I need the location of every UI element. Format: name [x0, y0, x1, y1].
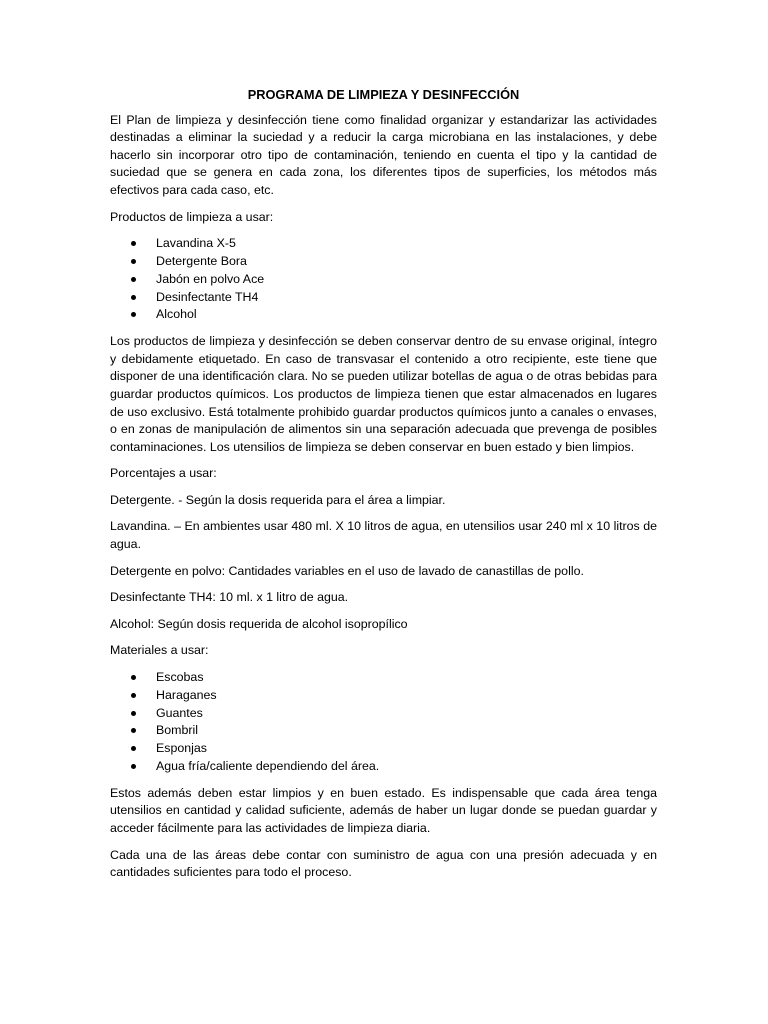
dose-detergente-polvo: Detergente en polvo: Cantidades variables en el uso de lavado de canastillas de pollo. [110, 563, 584, 578]
products-list [110, 235, 657, 324]
list-item [110, 306, 657, 324]
list-item [110, 669, 657, 687]
list-item [110, 235, 657, 253]
list-item [110, 705, 657, 723]
list-item-label: Bombril [156, 723, 198, 738]
list-item [110, 271, 657, 289]
bullet-icon [131, 764, 136, 769]
list-item-label: Agua fría/caliente dependiendo del área. [156, 759, 380, 774]
bullet-icon [131, 241, 136, 246]
bullet-icon [131, 312, 136, 317]
materials-heading: Materiales a usar: [110, 643, 209, 658]
bullet-icon [131, 675, 136, 680]
list-item-label: Escobas [156, 670, 204, 685]
dose-alcohol: Alcohol: Según dosis requerida de alcohol isopropílico [110, 616, 408, 631]
list-item-label: Haraganes [156, 687, 217, 702]
dose-desinfectante: Desinfectante TH4: 10 ml. x 1 litro de agua. [110, 590, 349, 605]
dose-lavandina: Lavandina. – En ambientes usar 480 ml. X 10 litros de agua, en utensilios usar 240 ml x 10 litros de agua. [110, 519, 657, 552]
list-item [110, 758, 657, 776]
list-item [110, 722, 657, 740]
list-item-label: Desinfectante TH4 [156, 289, 259, 304]
document-page [110, 86, 657, 891]
list-item [110, 289, 657, 307]
percentages-heading: Porcentajes a usar: [110, 466, 217, 481]
document-title: PROGRAMA DE LIMPIEZA Y DESINFECCIÓN [247, 87, 520, 102]
bullet-icon [131, 728, 136, 733]
materials-list [110, 669, 657, 776]
bullet-icon [131, 711, 136, 716]
list-item [110, 253, 657, 271]
bullet-icon [131, 259, 136, 264]
products-heading: Productos de limpieza a usar: [110, 209, 274, 224]
materials-paragraph: Estos además deben estar limpios y en buen estado. Es indispensable que cada área tenga utensilios en cantidad y calidad suficiente, además de haber un lugar donde se puedan guardar y acceder fácilmente para las actividades de limpieza diaria. [110, 785, 657, 836]
bullet-icon [131, 746, 136, 751]
water-paragraph: Cada una de las áreas debe contar con suministro de agua con una presión adecuada y en cantidades suficientes para todo el proceso. [110, 847, 657, 880]
list-item-label: Detergente Bora [156, 253, 247, 268]
list-item-label: Lavandina X-5 [156, 236, 236, 251]
bullet-icon [131, 693, 136, 698]
list-item [110, 687, 657, 705]
list-item-label: Jabón en polvo Ace [156, 271, 265, 286]
list-item-label: Alcohol [156, 307, 197, 322]
storage-paragraph: Los productos de limpieza y desinfección se deben conservar dentro de su envase original, íntegro y debidamente etiquetado. En caso de transvasar el contenido a otro recipiente, este tiene que disponer de una identificación clara. No se pueden utilizar botellas de agua o de otras bebidas para guardar productos químicos. Los productos de limpieza tienen que estar almacenados en lugares de uso exclusivo. Está totalmente prohibido guardar productos químicos junto a canales o envases, o en zonas de manipulación de alimentos sin una separación adecuada que prevenga de posibles contaminaciones. Los utensilios de limpieza se deben conservar en buen estado y bien limpios. [110, 334, 657, 454]
bullet-icon [131, 277, 136, 282]
list-item-label: Esponjas [156, 741, 207, 756]
list-item [110, 740, 657, 758]
dose-detergente: Detergente. - Según la dosis requerida para el área a limpiar. [110, 492, 446, 507]
list-item-label: Guantes [156, 705, 203, 720]
intro-paragraph: El Plan de limpieza y desinfección tiene como finalidad organizar y estandarizar las actividades destinadas a eliminar la suciedad y a reducir la carga microbiana en las instalaciones, y debe hacerlo sin incorporar otro tipo de contaminación, teniendo en cuenta el tipo y la cantidad de suciedad que se genera en cada zona, los diferentes tipos de superficies, los métodos más efectivos para cada caso, etc. [110, 112, 657, 197]
bullet-icon [131, 295, 136, 300]
